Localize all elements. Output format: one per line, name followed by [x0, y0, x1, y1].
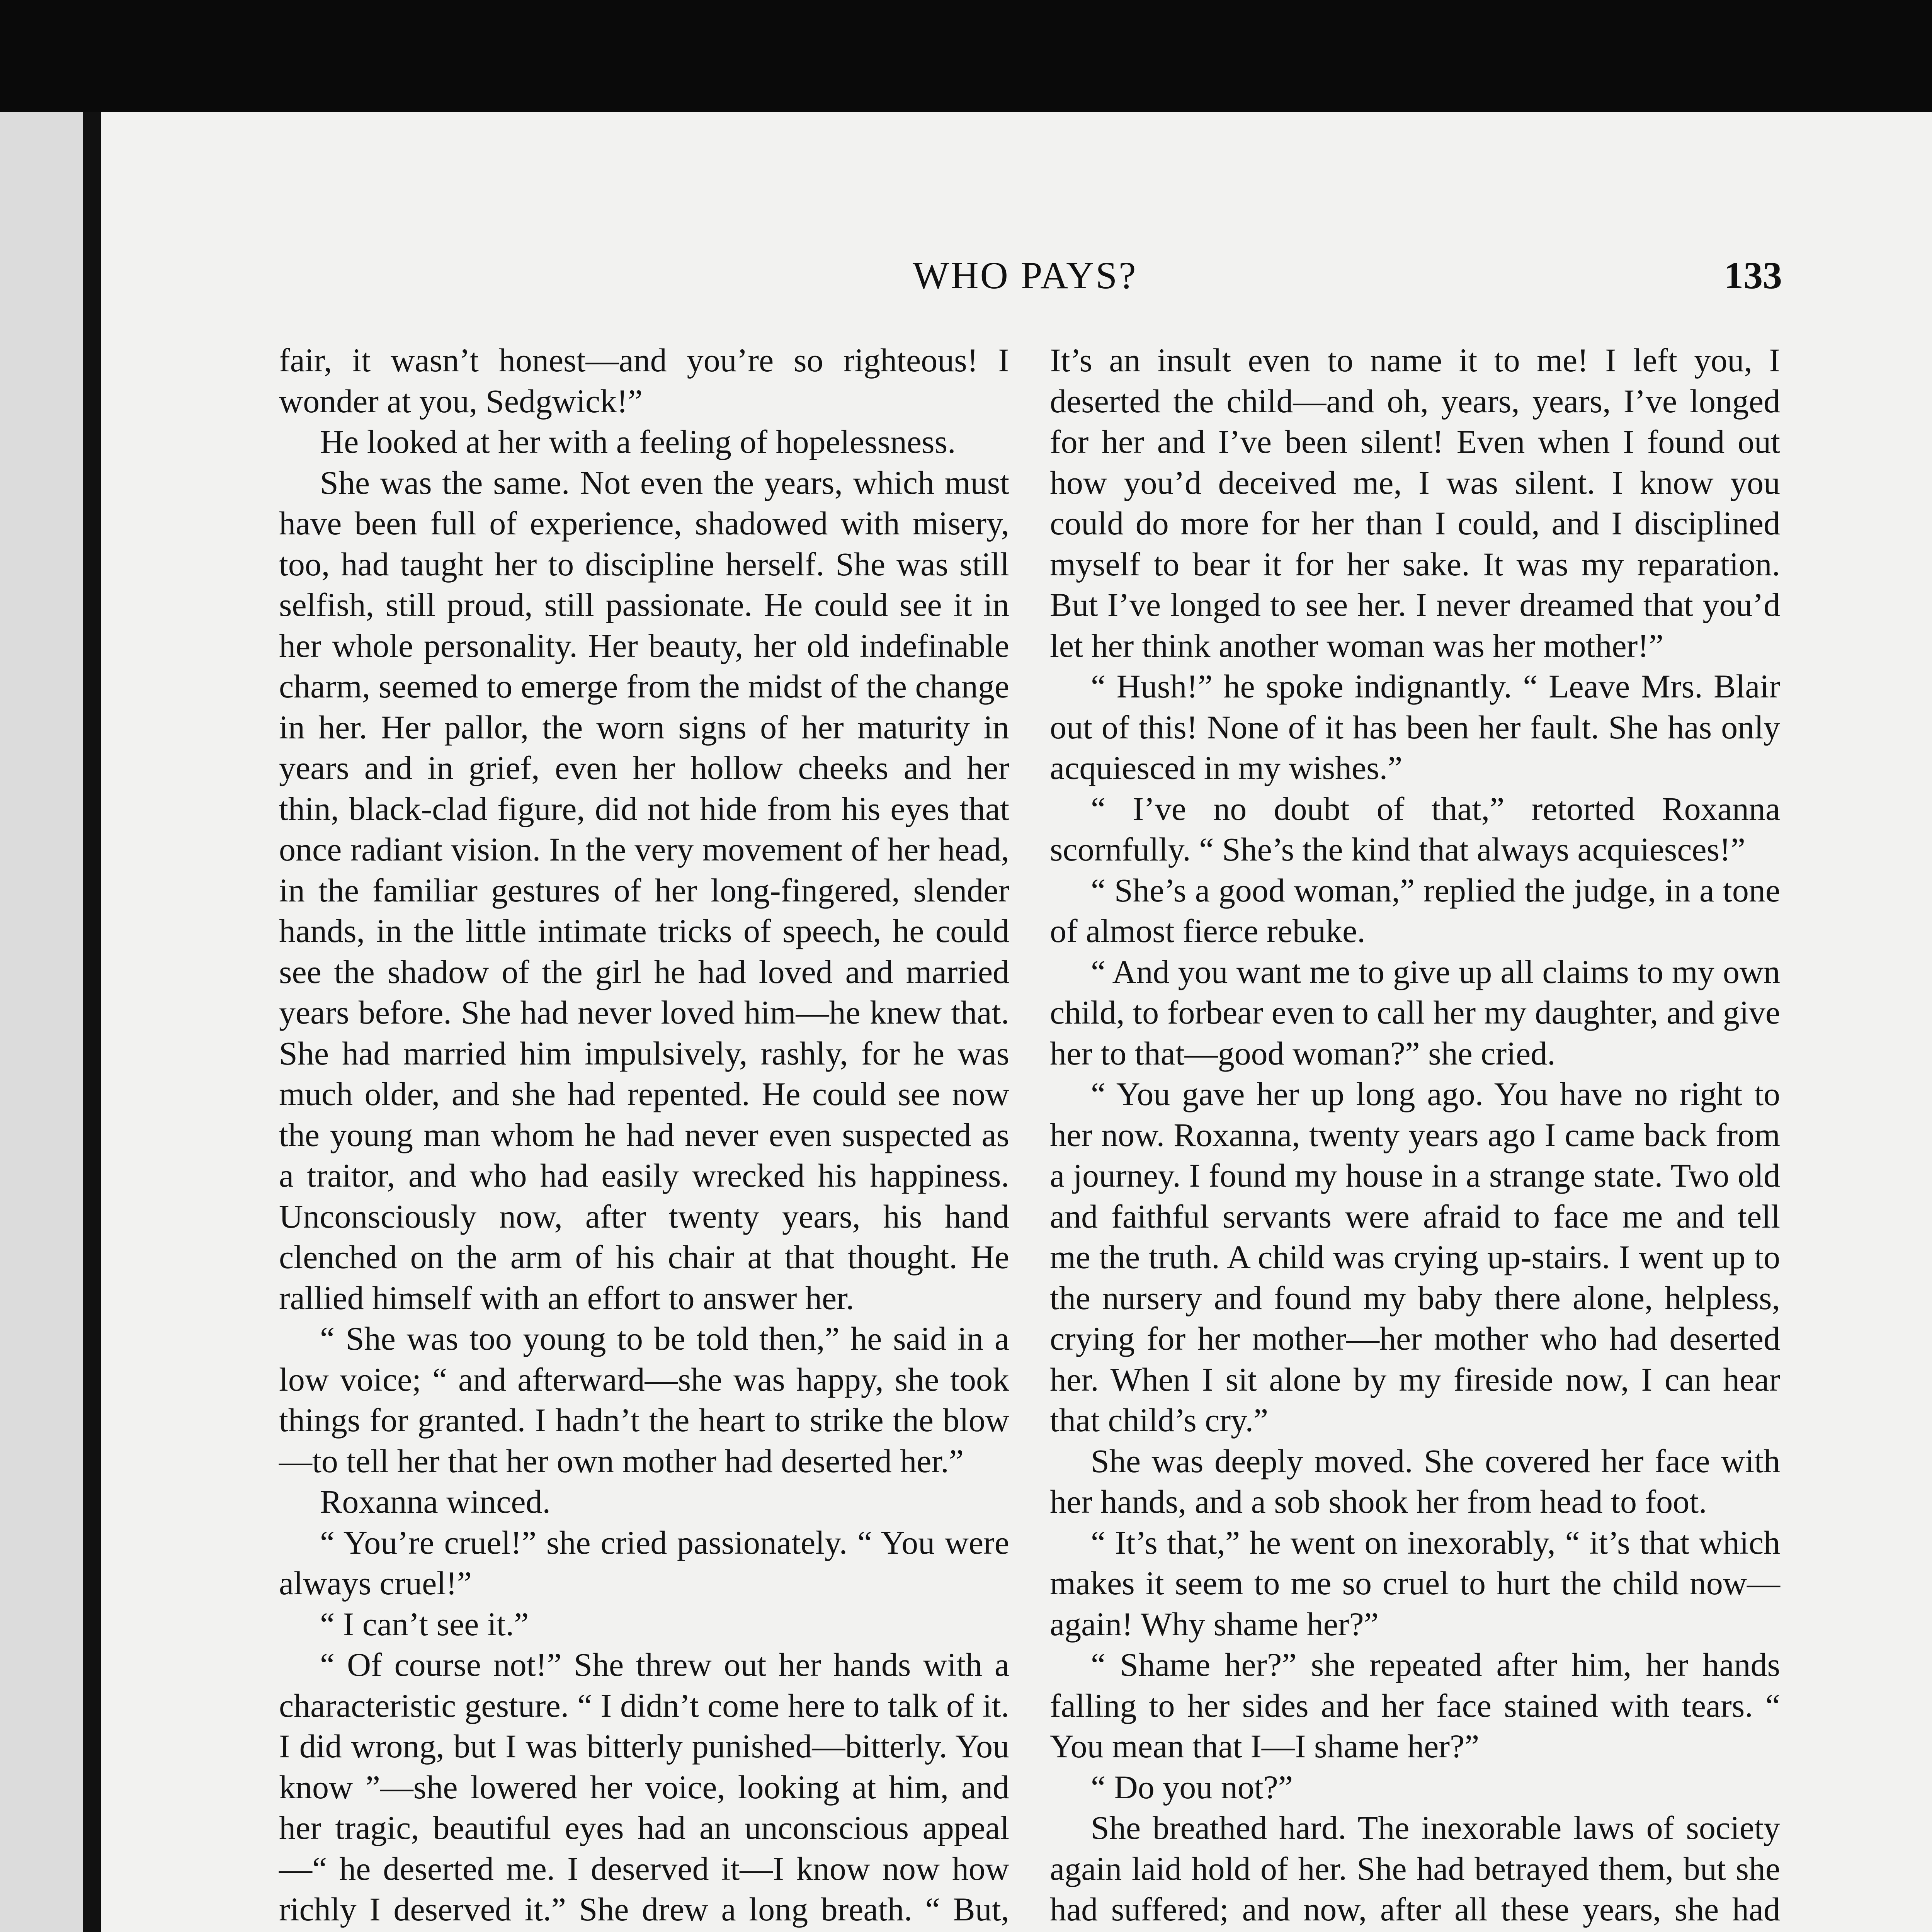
paragraph: “ Shame her?” she repeated after him, her hands falling to her sides and her face stained with tears. “ You mean that I—I shame her?”	[1050, 1646, 1780, 1765]
paragraph: “ Of course not!” She threw out her hands with a characteristic gesture. “ I didn’t come here to talk of it. I did wrong, but I was bitterly punished—bitterly. You know ”—she lowered her voice, looking at him, and her tragic, beautiful eyes had an unconscious appeal—“ he deserted me. I deserved it—I know now how richly I deserved it.” She drew a long breath. “ But,	[279, 1646, 1009, 1928]
left-column	[279, 340, 1009, 1932]
paragraph: He looked at her with a feeling of hopelessness.	[320, 423, 956, 460]
facing-page-edge	[0, 112, 91, 1932]
paragraph: She breathed hard. The inexorable laws of society again laid hold of her. She had betrayed them, but she had suffered; and now, after all these years, she had	[1050, 1809, 1780, 1928]
paragraph: “ I’ve no doubt of that,” retorted Roxanna scornfully. “ She’s the kind that always acquiesces!”	[1050, 790, 1780, 868]
page-header	[101, 253, 1932, 299]
paragraph: “ She’s a good woman,” replied the judge, in a tone of almost fierce rebuke.	[1050, 871, 1780, 949]
paragraph: “ She was too young to be told then,” he said in a low voice; “ and afterward—she was happy, she took things for granted. I hadn’t the heart to strike the blow—to tell her that her own mother had deserted her.”	[279, 1320, 1009, 1480]
paragraph: “ You gave her up long ago. You have no right to her now. Roxanna, twenty years ago I came back from a journey. I found my house in a strange state. Two old and faithful servants were afraid to face me and tell me the truth. A child was crying up-stairs. I went up to the nursery and found my baby there alone, helpless, crying for her mother—her mother who had deserted her. When I sit alone by my fireside now, I can hear that child’s cry.”	[1050, 1075, 1780, 1439]
paragraph: Roxanna winced.	[320, 1483, 551, 1520]
running-head: WHO PAYS?	[913, 254, 1138, 297]
book-page	[101, 112, 1932, 1932]
paragraph: She was deeply moved. She covered her face with her hands, and a sob shook her from head to foot.	[1050, 1442, 1780, 1520]
book-gutter	[83, 112, 100, 1932]
paragraph: She was the same. Not even the years, which must have been full of experience, shadowed with misery, too, had taught her to discipline herself. She was still selfish, still proud, still passionate. He could see it in her whole personality. Her beauty, her old indefinable charm, seemed to emerge from the midst of the change in her. Her pallor, the worn signs of her maturity in years and in grief, even her hollow cheeks and her thin, black-clad figure, did not hide from his eyes that once radiant vision. In the very movement of her head, in the familiar gestures of her long-fingered, slender hands, in the little intimate tricks of speech, he could see the shadow of the girl he had loved and married years before. She had never loved him—he knew that. She had married him impulsively, rashly, for he was much older, and she had repented. He could see now the young man whom he had never even suspected as a traitor, and who had easily wrecked his happiness. Unconsciously now, after twenty years, his hand clenched on the arm of his chair at that thought. He rallied himself with an effort to answer her.	[279, 464, 1009, 1316]
paragraph: “ I can’t see it.”	[320, 1605, 529, 1643]
paragraph: “ Do you not?”	[1091, 1768, 1293, 1806]
paragraph: “ Hush!” he spoke indignantly. “ Leave Mrs. Blair out of this! None of it has been her fault. She has only acquiesced in my wishes.”	[1050, 668, 1780, 786]
right-column	[1050, 340, 1780, 1932]
paragraph: It’s an insult even to name it to me! I left you, I deserted the child—and oh, years, years, I’ve longed for her and I’ve been silent! Even when I found out how you’d deceived me, I was silent. I know you could do more for her than I could, and I disciplined myself to bear it for her sake. It was my reparation. But I’ve longed to see her. I never dreamed that you’d let her think another woman was her mother!”	[1050, 342, 1780, 664]
page-number: 133	[1724, 254, 1782, 297]
paragraph: “ You’re cruel!” she cried passionately. “ You were always cruel!”	[279, 1524, 1009, 1602]
paragraph: “ And you want me to give up all claims to my own child, to forbear even to call her my daughter, and give her to that—good woman?” she cried.	[1050, 953, 1780, 1072]
paragraph: fair, it wasn’t honest—and you’re so righteous! I wonder at you, Sedgwick!”	[279, 342, 1009, 420]
paragraph: “ It’s that,” he went on inexorably, “ it’s that which makes it seem to me so cruel to hurt the child now—again! Why shame her?”	[1050, 1524, 1780, 1643]
